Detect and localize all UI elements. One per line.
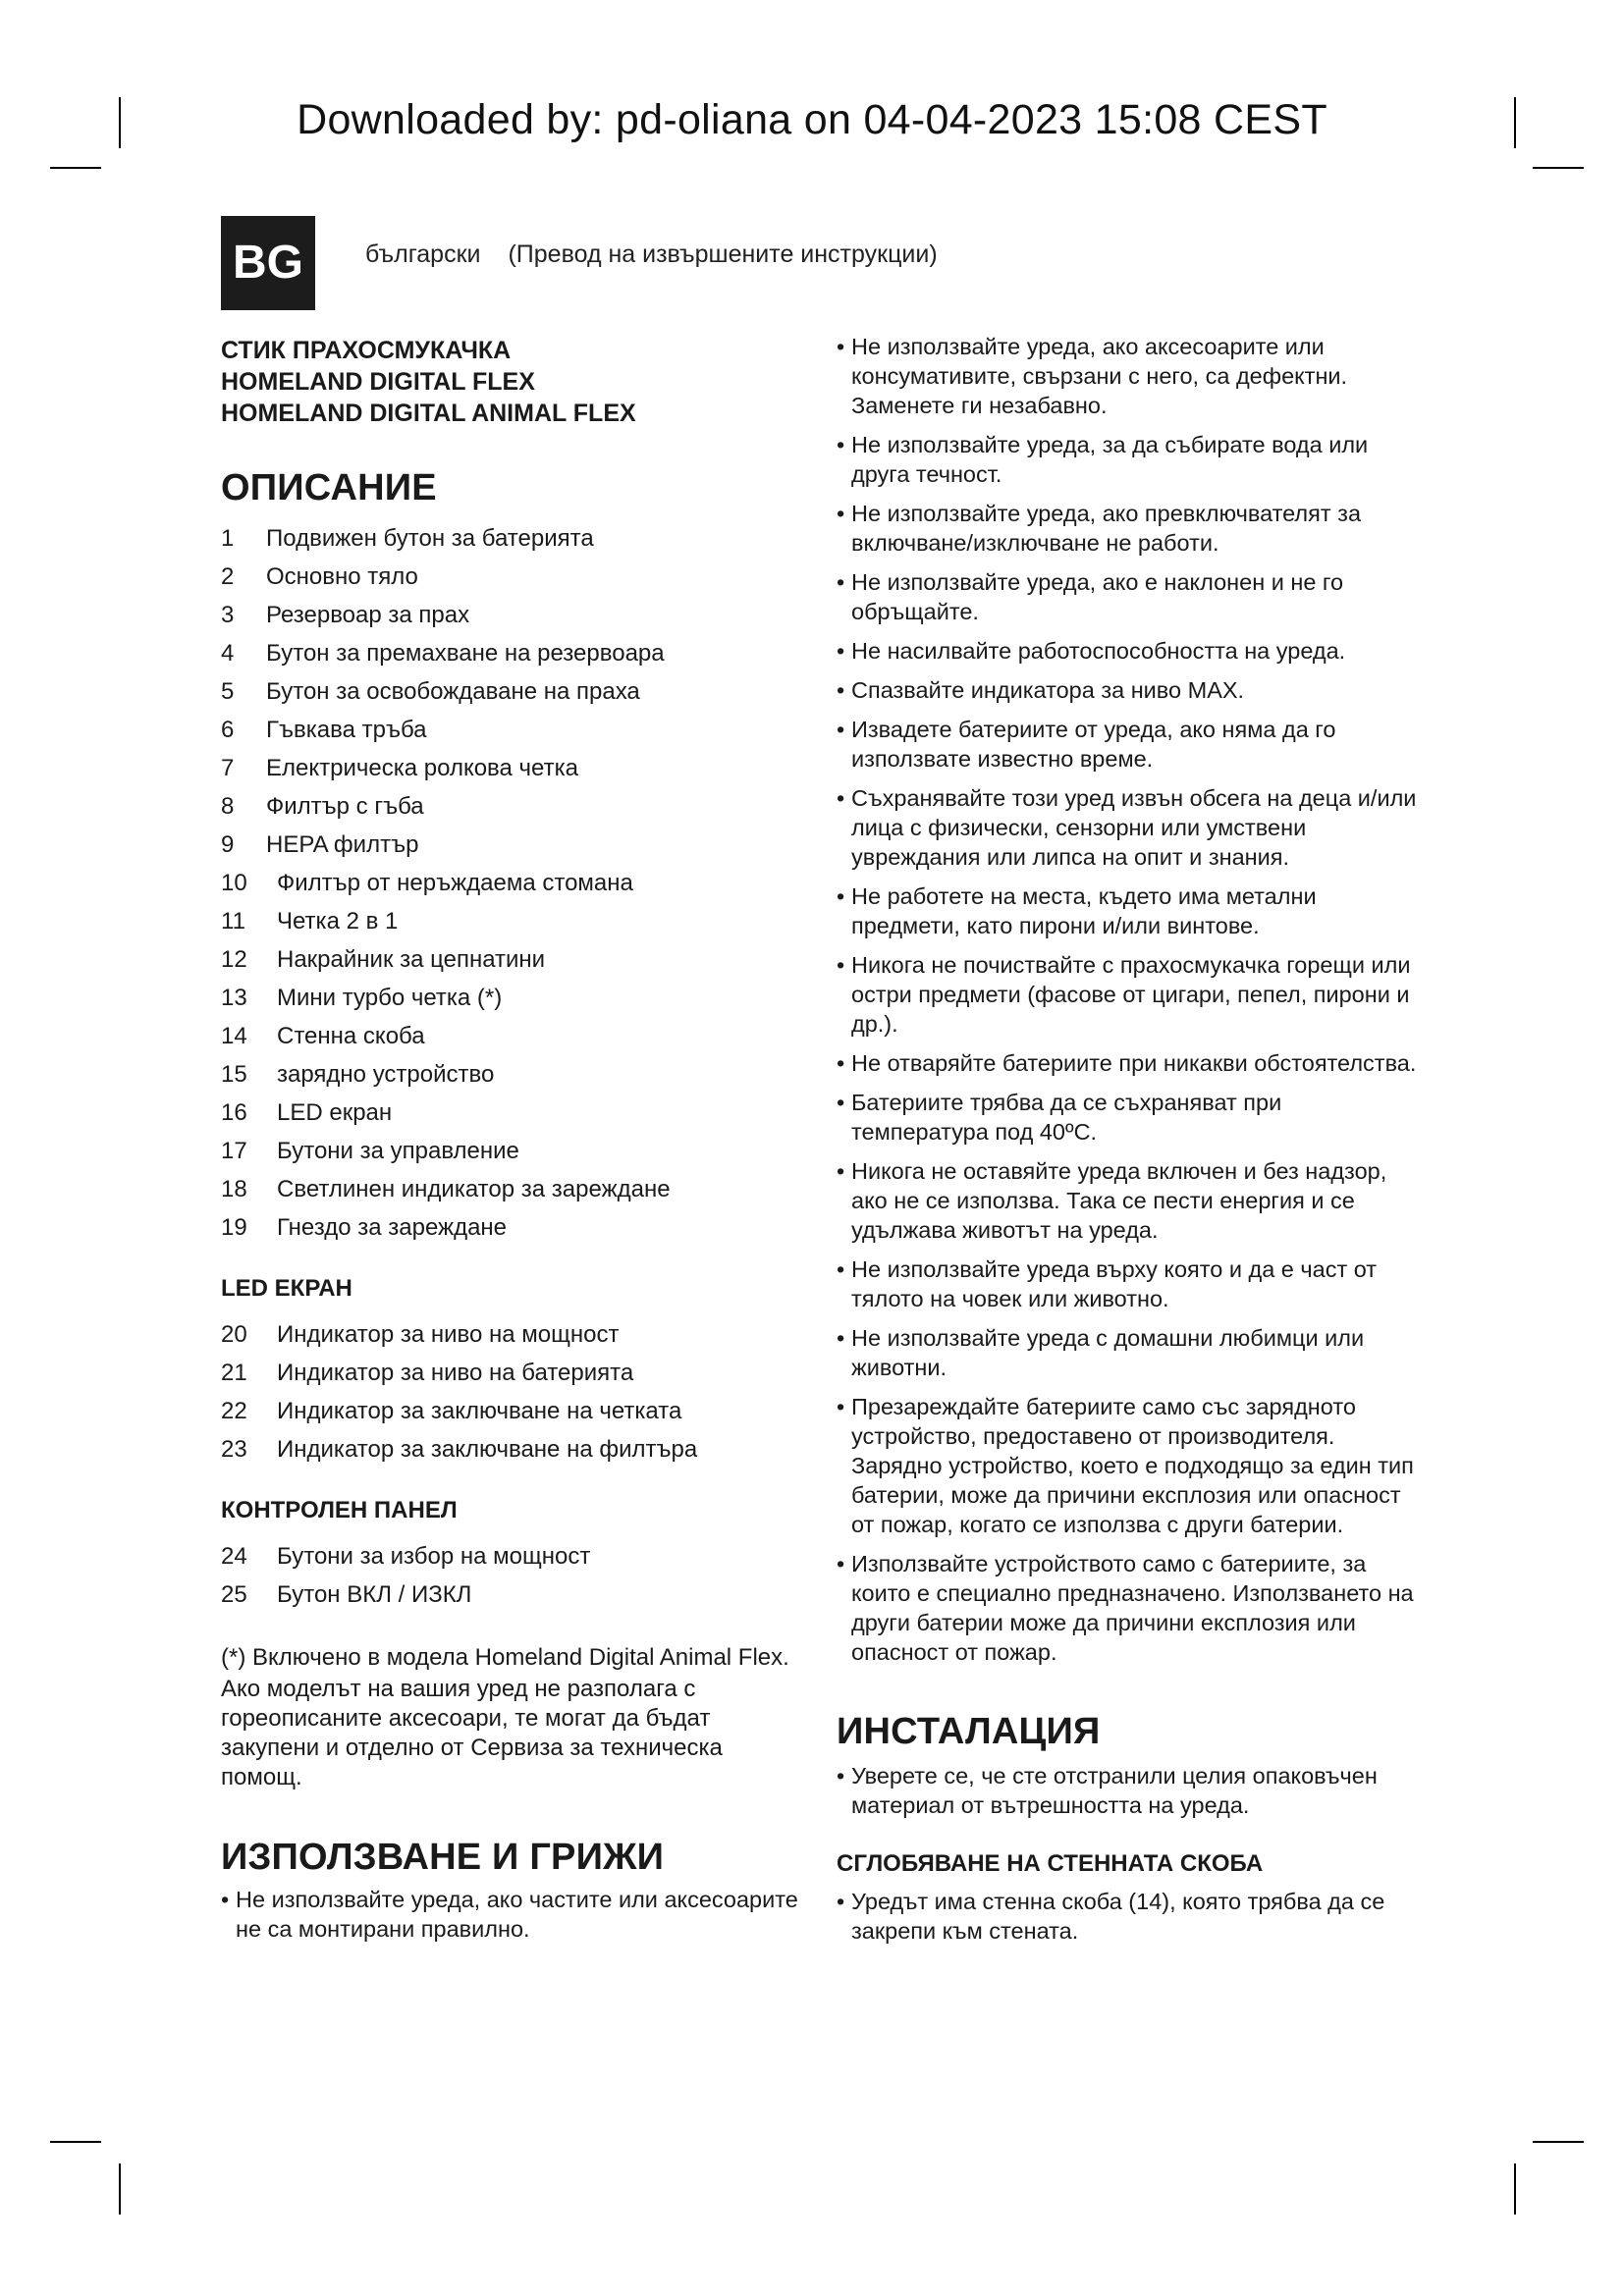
list-item: • Не използвайте уреда, ако е наклонен и не го обръщайте.: [837, 567, 1424, 626]
language-badge: BG: [221, 216, 315, 310]
control-panel-list: [221, 1537, 810, 1614]
list-item: 4 Бутон за премахване на резервоара: [221, 640, 665, 667]
list-item: • Използвайте устройството само с батериите, за които е специално предназначено. Използването на други батерии може да причини експлозия или опасност от пожар.: [837, 1549, 1424, 1667]
use-care-bullets-cont: [837, 332, 1424, 1667]
translation-note: (Превод на извършените инструкции): [508, 240, 938, 268]
list-item: • Не използвайте уреда върху която и да е част от тялото на човек или животно.: [837, 1255, 1424, 1313]
list-item: • Батериите трябва да се съхраняват при температура под 40ºC.: [837, 1088, 1424, 1147]
language-line: [365, 240, 938, 269]
crop-mark-top-left: [50, 167, 101, 169]
led-screen-list: [221, 1315, 810, 1468]
list-item: • Не използвайте уреда, за да събирате вода или друга течност.: [837, 430, 1424, 489]
list-item: 9 HEPA филтър: [221, 831, 419, 858]
list-item: • Уверете се, че сте отстранили целия опаковъчен материал от вътрешността на уреда.: [837, 1761, 1424, 1820]
control-panel-heading: КОНТРОЛЕН ПАНЕЛ: [221, 1497, 458, 1523]
list-item: 18 Светлинен индикатор за зареждане: [221, 1176, 671, 1202]
list-item: • Не работете на места, където има метални предмети, като пирони и/или винтове.: [837, 881, 1424, 940]
list-item: • Не използвайте уреда, ако частите или аксесоарите не са монтирани правилно.: [221, 1885, 810, 1944]
installation-heading: ИНСТАЛАЦИЯ: [837, 1711, 1101, 1752]
list-item: • Уредът има стенна скоба (14), която трябва да се закрепи към стената.: [837, 1887, 1424, 1946]
list-item: 25 Бутон ВКЛ / ИЗКЛ: [221, 1581, 472, 1608]
list-item: • Не отваряйте батериите при никакви обстоятелства.: [837, 1048, 1424, 1078]
model-titles: [221, 335, 810, 429]
wall-mount-bullets: [837, 1887, 1424, 1946]
list-item: 17 Бутони за управление: [221, 1138, 519, 1164]
list-item: 13 Мини турбо четка (*): [221, 985, 503, 1011]
list-item: 12 Накрайник за цепнатини: [221, 946, 546, 973]
list-item: • Не използвайте уреда, ако аксесоарите или консумативите, свързани с него, са дефектни. Заменете ги незабавно.: [837, 332, 1424, 420]
list-item: 10 Филтър от неръждаема стомана: [221, 870, 633, 896]
list-item: 19 Гнездо за зареждане: [221, 1214, 508, 1241]
crop-mark-top-right: [1533, 167, 1584, 169]
wall-mount-heading: СГЛОБЯВАНЕ НА СТЕННАТА СКОБА: [837, 1850, 1264, 1877]
description-heading: ОПИСАНИЕ: [221, 467, 437, 508]
download-stamp: Downloaded by: pd-oliana on 04-04-2023 15:08 CEST: [297, 96, 1327, 143]
description-list: [221, 519, 810, 864]
list-item: • Никога не почиствайте с прахосмукачка горещи или остри предмети (фасове от цигари, пепел, пирони и др.).: [837, 950, 1424, 1039]
list-item: 2 Основно тяло: [221, 563, 418, 590]
led-screen-heading: LED ЕКРАН: [221, 1275, 352, 1302]
right-column: [837, 332, 1424, 1955]
use-care-heading: ИЗПОЛЗВАНЕ И ГРИЖИ: [221, 1837, 665, 1878]
list-item: 24 Бутони за избор на мощност: [221, 1543, 591, 1570]
list-item: 20 Индикатор за ниво на мощност: [221, 1321, 620, 1348]
list-item: 5 Бутон за освобождаване на праха: [221, 678, 640, 705]
list-item: 7 Електрическа ролкова четка: [221, 755, 578, 781]
list-item: 23 Индикатор за заключване на филтъра: [221, 1436, 698, 1463]
crop-mark-bottom-left: [119, 2163, 121, 2215]
installation-bullets: [837, 1761, 1424, 1820]
product-type: СТИК ПРАХОСМУКАЧКА: [221, 337, 512, 364]
list-item: • Не използвайте уреда с домашни любимци или животни.: [837, 1323, 1424, 1382]
list-item: • Спазвайте индикатора за ниво MAX.: [837, 675, 1424, 705]
list-item: 21 Индикатор за ниво на батерията: [221, 1360, 634, 1386]
accessories-note: Ако моделът на вашия уред не разполага с гореописаните аксесоари, те могат да бъдат закупени и отделно от Сервиза за техническа помощ.: [221, 1676, 723, 1790]
list-item: • Не насилвайте работоспособността на уреда.: [837, 636, 1424, 666]
model-name: HOMELAND DIGITAL FLEX: [221, 368, 535, 396]
crop-mark-bottom-right: [1533, 2141, 1584, 2143]
included-note: (*) Включено в модела Homeland Digital Animal Flex.: [221, 1644, 789, 1671]
crop-mark-bottom-right: [1514, 2163, 1516, 2215]
list-item: • Не използвайте уреда, ако превключвателят за включване/изключване не работи.: [837, 499, 1424, 558]
left-column: [221, 335, 810, 1953]
use-care-bullets: [221, 1885, 810, 1944]
list-item: 16 LED екран: [221, 1099, 393, 1126]
list-item: 3 Резервоар за прах: [221, 602, 470, 628]
description-list-cont: [221, 864, 810, 1247]
list-item: • Презареждайте батериите само със зарядното устройство, предоставено от производителя. Зарядно устройство, което е подходящо за един тип батерии, може да причини експлозия или опасност от пожар, когато се използва с други батерии.: [837, 1392, 1424, 1539]
list-item: 14 Стенна скоба: [221, 1023, 425, 1049]
list-item: 22 Индикатор за заключване на четката: [221, 1398, 682, 1424]
list-item: 11 Четка 2 в 1: [221, 908, 399, 934]
list-item: • Съхранявайте този уред извън обсега на деца и/или лица с физически, сензорни или умствени увреждания или липса на опит и знания.: [837, 783, 1424, 872]
list-item: 6 Гъвкава тръба: [221, 717, 427, 743]
list-item: • Никога не оставяйте уреда включен и без надзор, ако не се използва. Така се пести енергия и се удължава животът на уреда.: [837, 1156, 1424, 1245]
crop-mark-bottom-left: [50, 2141, 101, 2143]
list-item: 1 Подвижен бутон за батерията: [221, 525, 594, 552]
model-name: HOMELAND DIGITAL ANIMAL FLEX: [221, 400, 636, 427]
list-item: 15 зарядно устройство: [221, 1061, 495, 1088]
list-item: • Извадете батериите от уреда, ако няма да го използвате известно време.: [837, 715, 1424, 774]
language-name: български: [365, 240, 481, 268]
list-item: 8 Филтър с гъба: [221, 793, 424, 820]
